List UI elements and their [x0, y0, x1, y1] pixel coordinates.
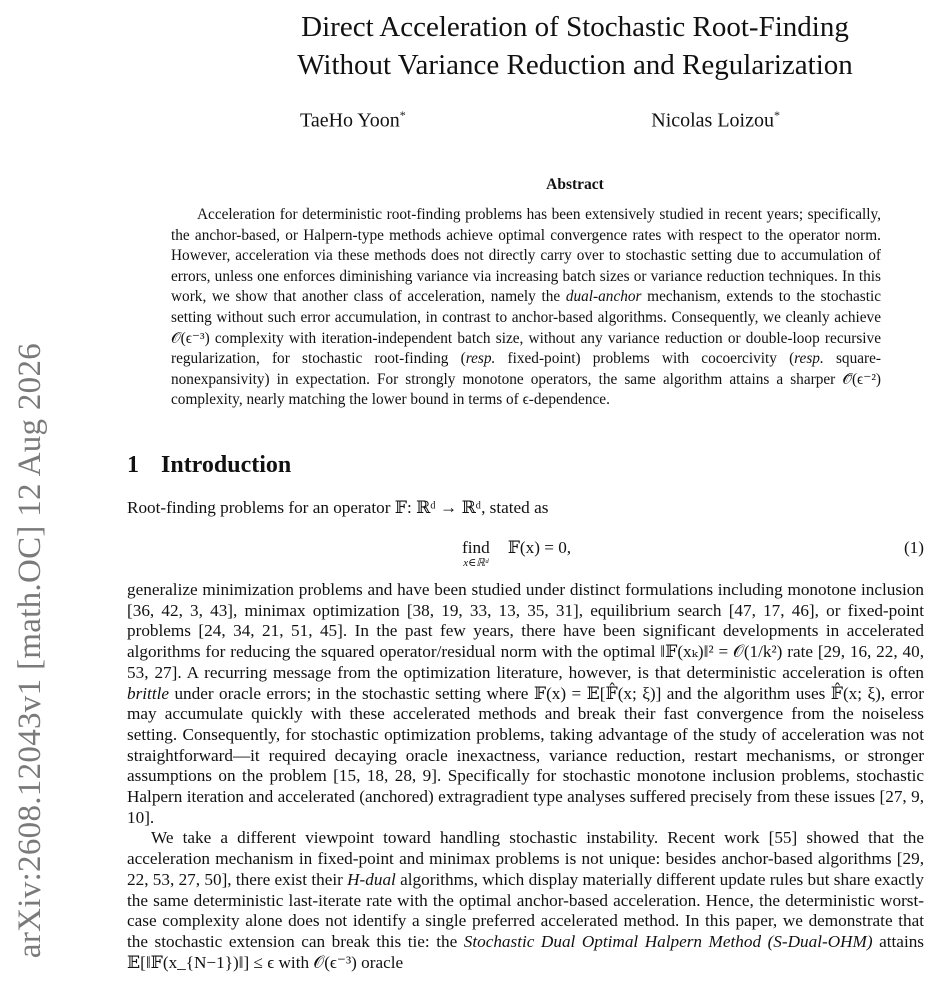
- paragraph-text: algorithms, which display materially different update rules but share exactly the same deterministic last-iterate rate with the optimal anchor-based acceleration. Hence, the deterministic worst-case complexity alone does not identify a single preferred accelerated method. In this paper, we demonstrate that the stochastic extension can break this tie: the: [127, 869, 924, 951]
- equation-body: [462, 538, 571, 569]
- affiliation-mark: *: [399, 108, 406, 122]
- section-title: Introduction: [161, 452, 292, 478]
- paragraph: [127, 828, 924, 973]
- author: [651, 108, 780, 133]
- abstract-emphasis: resp.: [465, 350, 496, 368]
- section-heading: [127, 452, 291, 479]
- paragraph-text: generalize minimization problems and have been studied under distinct formulations including monotone inclusion [36, 42, 3, 43], minimax optimization [38, 19, 33, 13, 35, 31], equilibrium search [47, 17, 46], or fixed-point problems [24, 34, 21, 51, 45]. In the past few years, there have been significant developments in accelerated algorithms for reducing the squared operator/residual norm with the optimal ‖𝔽(xₖ)‖² = 𝒪(1/k²) rate [29, 16, 22, 40, 53, 27]. A recurring message from the optimization literature, however, is that deterministic acceleration is often: [127, 580, 924, 682]
- section-number: 1: [127, 452, 139, 478]
- equation-expression: 𝔽(x) = 0,: [507, 538, 572, 557]
- abstract-emphasis: dual-anchor: [565, 288, 642, 306]
- paragraph-text: attains 𝔼[‖𝔽(x_{N−1})‖] ≤ ϵ with 𝒪(ϵ⁻³) oracle: [127, 931, 924, 972]
- introduction-body: [127, 580, 924, 973]
- paragraph-text: We take a different viewpoint toward handling stochastic instability. Recent work [55] showed that the acceleration mechanism in fixed-point and minimax problems is not unique: besides anchor-based algorithms [29, 22, 53, 27, 50], there exist their: [127, 828, 924, 889]
- intro-sentence: Root-finding problems for an operator 𝔽: ℝᵈ → ℝᵈ, stated as: [127, 498, 549, 517]
- arxiv-identifier: arXiv:2608.12043v1 [math.OC] 12 Aug 2026: [12, 342, 49, 958]
- author-name: TaeHo Yoon: [300, 109, 400, 132]
- abstract-text: mechanism, extends to the stochastic setting without such error accumulation, in contrast to anchor-based algorithms. Consequently, we cleanly achieve 𝒪(ϵ⁻³) complexity with iteration-independent batch size, without any variance reduction or double-loop recursive regularization, for stochastic root-finding (: [171, 288, 882, 368]
- paragraph-emphasis: brittle: [127, 683, 170, 703]
- abstract-body: [171, 205, 881, 411]
- find-operator: find: [462, 538, 490, 557]
- title-line-2: Without Variance Reduction and Regularization: [297, 49, 853, 81]
- abstract-emphasis: resp.: [794, 350, 824, 368]
- equation-operator: [462, 538, 490, 569]
- paragraph-text: under oracle errors; in the stochastic setting where 𝔽(x) = 𝔼[𝔽̂(x; ξ)] and the algorithm uses 𝔽̂(x; ξ), error may accumulate quickly with these accelerated methods and break their fast convergence from the noiseless setting. Consequently, for stochastic optimization problems, taking advantage of the study of acceleration was not straightforward—it required decaying oracle inexactness, variance reduction, restart mechanisms, or stronger assumptions on the problem [15, 18, 28, 9]. Specifically for stochastic monotone inclusion problems, stochastic Halpern iteration and accelerated (anchored) extragradient type analyses suffered precisely from these issues [27, 9, 10].: [127, 683, 924, 827]
- paragraph: [127, 580, 924, 828]
- author: [300, 108, 406, 133]
- paragraph-emphasis: Stochastic Dual Optimal Halpern Method (S-Dual-OHM): [463, 931, 873, 951]
- equation-1: [127, 538, 924, 574]
- affiliation-mark: *: [774, 108, 780, 122]
- abstract-text: square-nonexpansivity) in expectation. For strongly monotone operators, the same algorithm attains a sharper 𝒪̃(ϵ⁻²) complexity, nearly matching the lower bound in terms of ϵ-dependence.: [171, 350, 881, 409]
- paragraph-emphasis: H-dual: [347, 869, 396, 889]
- paper-title: [180, 8, 943, 84]
- arxiv-sidebar-stamp: [6, 310, 56, 990]
- abstract-text: Acceleration for deterministic root-finding problems has been extensively studied in recent years; specifically, the anchor-based, or Halpern-type methods achieve optimal convergence rates with respect to the operator norm. However, acceleration via these methods does not directly carry over to stochastic setting due to accumulation of errors, unless one enforces diminishing variance via increasing batch sizes or variance reduction techniques. In this work, we show that another class of acceleration, namely the: [171, 206, 881, 306]
- abstract-heading: Abstract: [546, 176, 604, 193]
- author-name: Nicolas Loizou: [651, 109, 774, 132]
- title-line-1: Direct Acceleration of Stochastic Root-Finding: [301, 11, 849, 43]
- find-subscript: x∈ℝᵈ: [463, 557, 489, 569]
- author-list: [300, 108, 780, 133]
- equation-number: (1): [903, 538, 924, 557]
- abstract-text: fixed-point) problems with cocoercivity (: [495, 350, 795, 368]
